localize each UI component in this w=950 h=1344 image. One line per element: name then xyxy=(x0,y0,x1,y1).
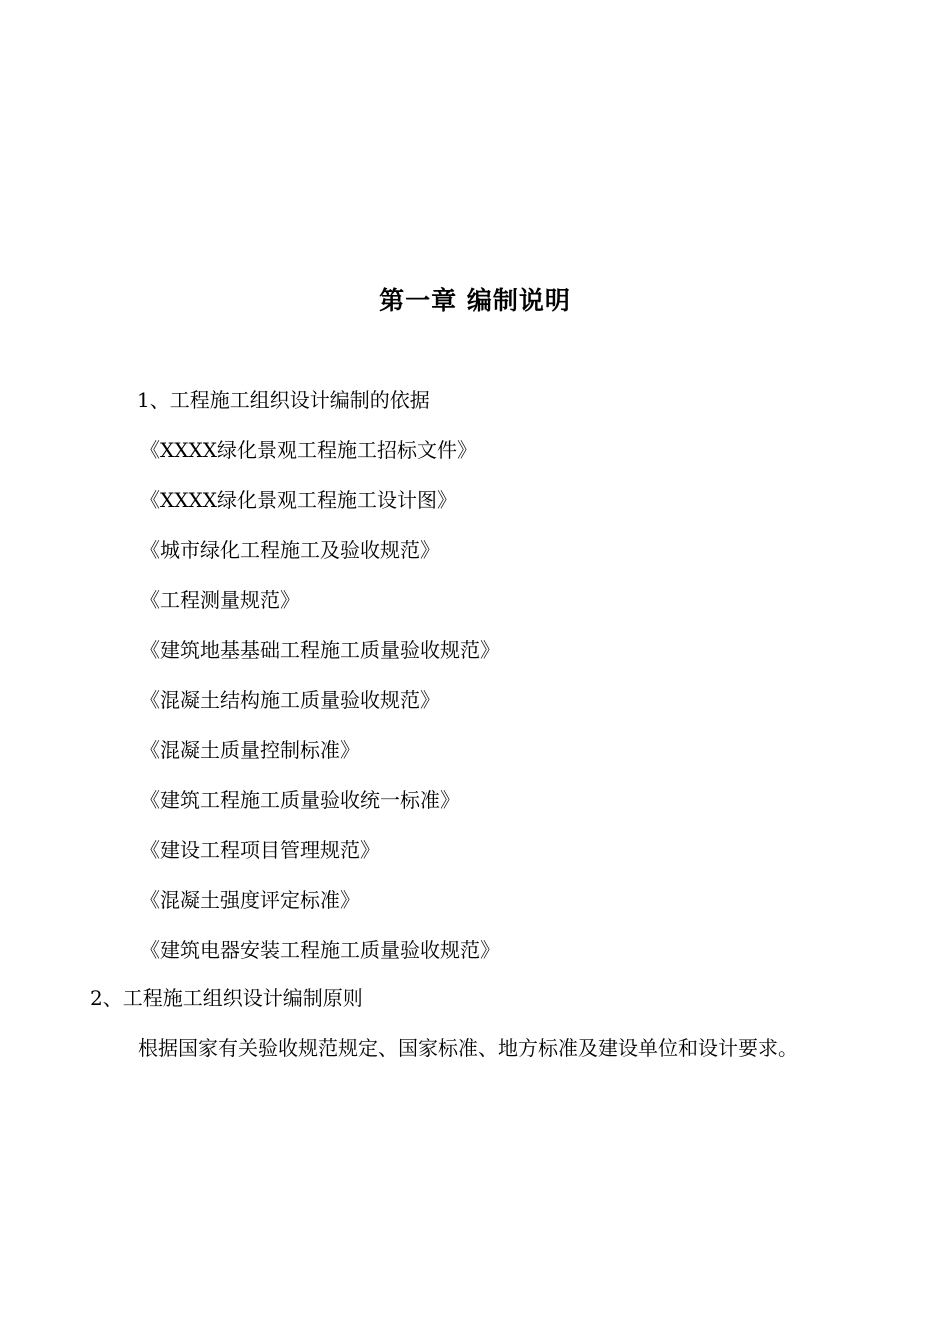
section-2-heading: 2、工程施工组织设计编制原则 xyxy=(90,986,363,1010)
section-1-heading: 1、工程施工组织设计编制的依据 xyxy=(137,388,430,412)
chapter-title: 第一章 编制说明 xyxy=(379,286,571,315)
section-2-paragraph: 根据国家有关验收规范规定、国家标准、地方标准及建设单位和设计要求。 xyxy=(138,1036,798,1060)
reference-item: 《建筑电器安装工程施工质量验收规范》 xyxy=(140,938,500,962)
reference-list xyxy=(140,436,500,986)
reference-item: 《XXXX绿化景观工程施工设计图》 xyxy=(140,488,457,512)
reference-item: 《XXXX绿化景观工程施工招标文件》 xyxy=(140,438,477,462)
reference-item: 《建设工程项目管理规范》 xyxy=(140,838,380,862)
reference-item: 《城市绿化工程施工及验收规范》 xyxy=(140,538,440,562)
reference-item: 《工程测量规范》 xyxy=(140,588,300,612)
reference-item: 《建筑地基基础工程施工质量验收规范》 xyxy=(140,638,500,662)
reference-item: 《建筑工程施工质量验收统一标准》 xyxy=(140,788,460,812)
reference-item: 《混凝土质量控制标准》 xyxy=(140,738,360,762)
reference-item: 《混凝土结构施工质量验收规范》 xyxy=(140,688,440,712)
reference-item: 《混凝土强度评定标准》 xyxy=(140,888,360,912)
